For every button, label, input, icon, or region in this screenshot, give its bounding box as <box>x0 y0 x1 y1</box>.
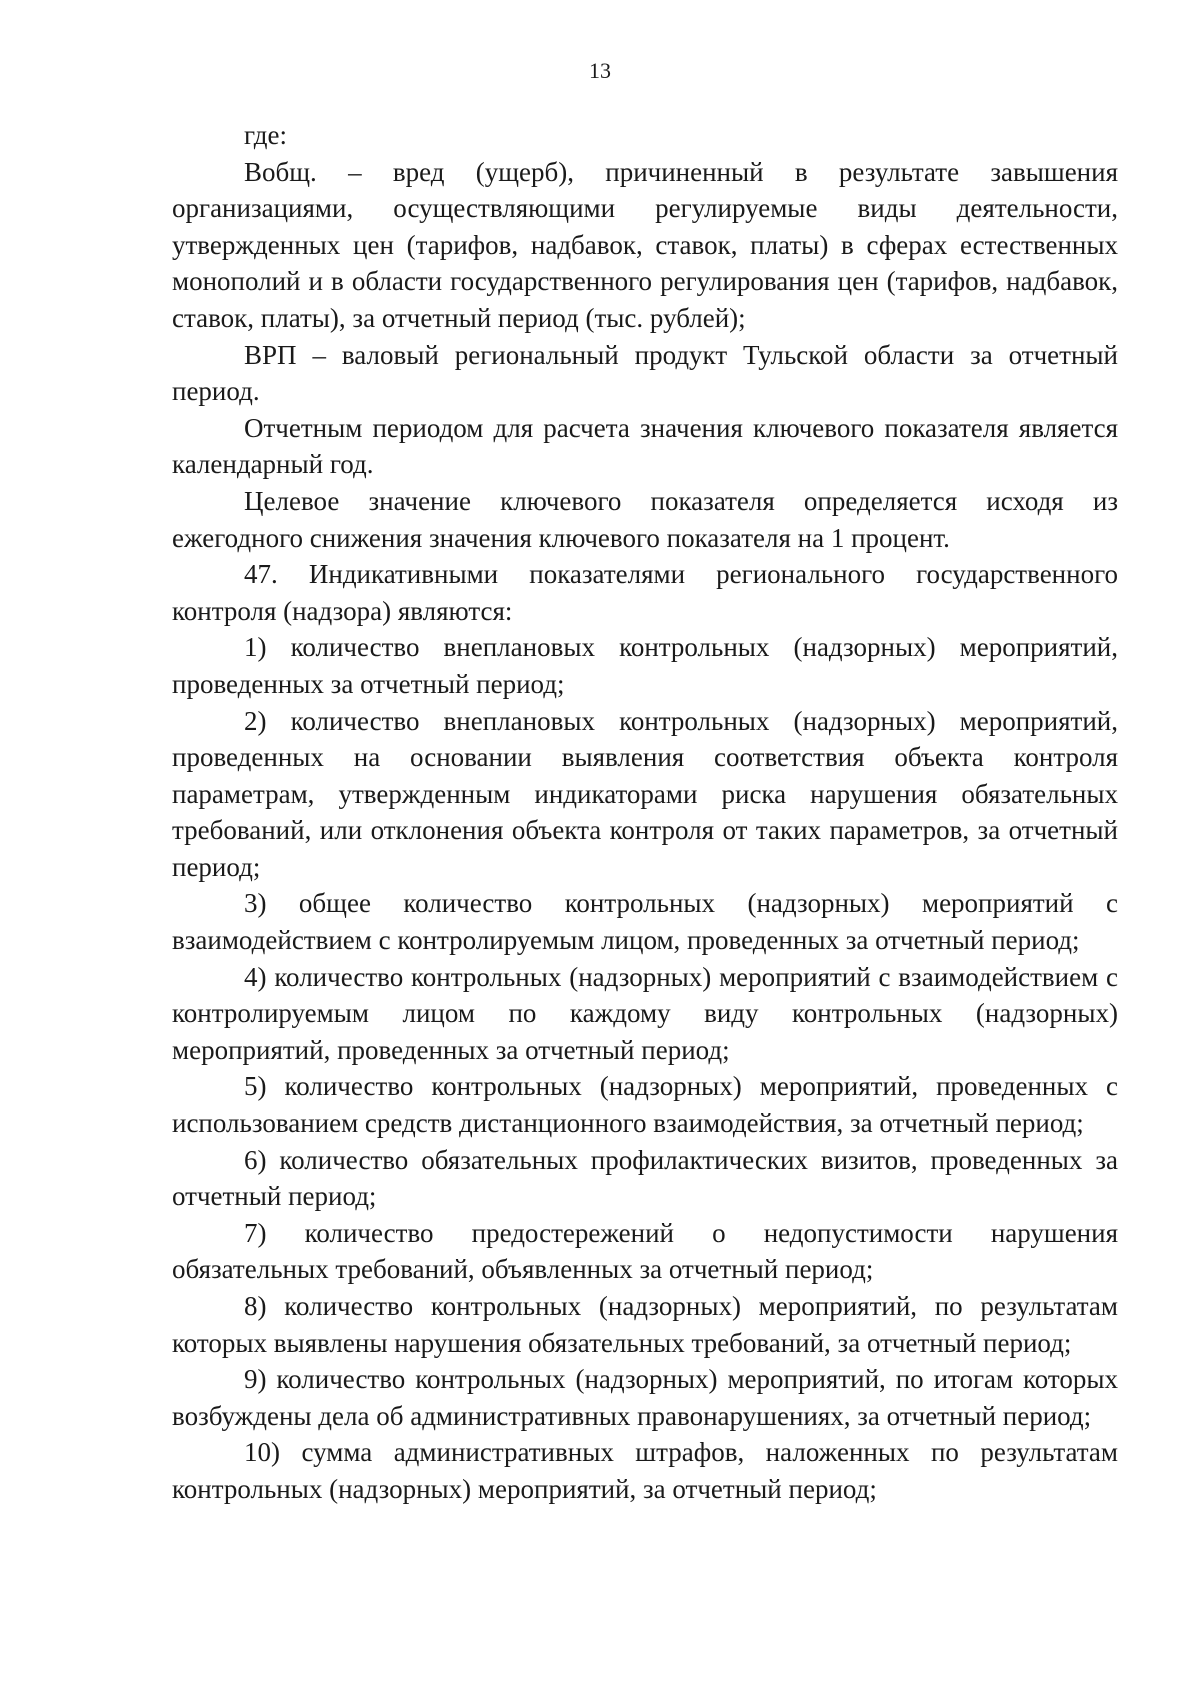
paragraph-47-heading: 47. Индикативными показателями регионального государственного контроля (надзора) являются: <box>172 559 1118 626</box>
paragraph-definition-harm: Вобщ. – вред (ущерб), причиненный в результате завышения организациями, осуществляющими регулируемые виды деятельности, утвержденных цен (тарифов, надбавок, ставок, платы) в сферах естественных монополий и в области государственного регулирования цен (тарифов, надбавок, ставок, платы), за отчетный период (тыс. рублей); <box>172 156 1118 333</box>
paragraph-where: где: <box>244 120 287 150</box>
list-item-9: 9) количество контрольных (надзорных) мероприятий, по итогам которых возбуждены дела об административных правонарушениях, за отчетный период; <box>172 1364 1118 1431</box>
paragraph-target-value: Целевое значение ключевого показателя определяется исходя из ежегодного снижения значения ключевого показателя на 1 процент. <box>172 485 1118 553</box>
list-item-8: 8) количество контрольных (надзорных) мероприятий, по результатам которых выявлены нарушения обязательных требований, за отчетный период; <box>172 1291 1118 1358</box>
list-item-3: 3) общее количество контрольных (надзорных) мероприятий с взаимодействием с контролируемым лицом, проведенных за отчетный период; <box>172 888 1118 956</box>
list-item-10: 10) сумма административных штрафов, наложенных по результатам контрольных (надзорных) мероприятий, за отчетный период; <box>172 1437 1118 1504</box>
list-item-5: 5) количество контрольных (надзорных) мероприятий, проведенных с использованием средств дистанционного взаимодействия, за отчетный период; <box>172 1071 1118 1139</box>
document-body <box>172 117 1118 1508</box>
list-item-7: 7) количество предостережений о недопустимости нарушения обязательных требований, объявленных за отчетный период; <box>172 1217 1118 1285</box>
list-item-1: 1) количество внеплановых контрольных (надзорных) мероприятий, проведенных за отчетный период; <box>172 632 1118 699</box>
list-item-6: 6) количество обязательных профилактических визитов, проведенных за отчетный период; <box>172 1144 1118 1212</box>
list-item-4: 4) количество контрольных (надзорных) мероприятий с взаимодействием с контролируемым лицом по каждому виду контрольных (надзорных) мероприятий, проведенных за отчетный период; <box>172 961 1118 1065</box>
list-item-2: 2) количество внеплановых контрольных (надзорных) мероприятий, проведенных на основании выявления соответствия объекта контроля параметрам, утвержденным индикаторами риска нарушения обязательных требований, или отклонения объекта контроля от таких параметров, за отчетный период; <box>172 705 1118 882</box>
page-number: 13 <box>589 58 611 83</box>
paragraph-definition-grp: ВРП – валовый региональный продукт Тульской области за отчетный период. <box>172 339 1118 407</box>
paragraph-reporting-period: Отчетным периодом для расчета значения ключевого показателя является календарный год. <box>172 412 1118 480</box>
